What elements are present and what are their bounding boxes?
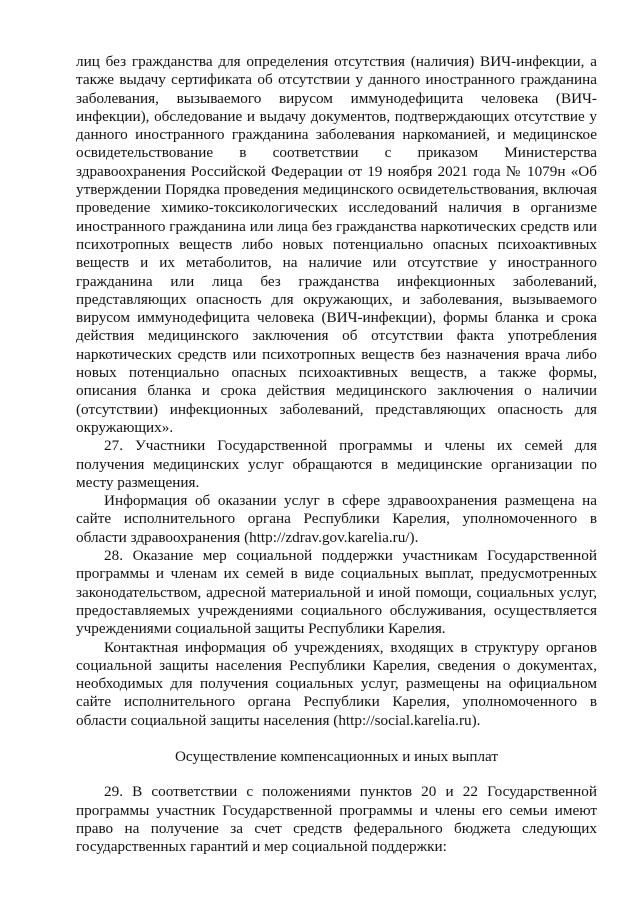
paragraph-28-social-support: 28. Оказание мер социальной поддержки участникам Государственной программы и членам их семей в виде социальных выплат, предусмотренных законодательством, адресной материальной и иной помощи, социальных услуг, предоставляемых учреждениями социального обслуживания, осуществляется учреждениями социальной защиты Республики Карелия. bbox=[76, 547, 597, 638]
paragraph-healthcare-info: Информация об оказании услуг в сфере здравоохранения размещена на сайте исполнительного органа Республики Карелия, уполномоченного в области здравоохранения (http://zdrav.gov.karelia.ru/). bbox=[76, 492, 597, 546]
paragraph-29-compensation: 29. В соответствии с положениями пунктов 20 и 22 Государственной программы участник Государственной программы и члены его семьи имеют право на получение за счет средств федерального бюджета следующих государственных гарантий и мер социальной поддержки: bbox=[76, 783, 597, 856]
document-page bbox=[76, 53, 597, 856]
section-heading: Осуществление компенсационных и иных выплат bbox=[174, 747, 499, 765]
paragraph-social-contacts: Контактная информация об учреждениях, входящих в структуру органов социальной защиты населения Республики Карелия, сведения о документах, необходимых для получения социальных услуг, размещены на официальном сайте исполнительного органа Республики Карелия, уполномоченного в области социальной защиты населения (http://social.karelia.ru). bbox=[76, 638, 597, 729]
paragraph-continuation-medical-exam: лиц без гражданства для определения отсутствия (наличия) ВИЧ-инфекции, а также выдачу сертификата об отсутствии у данного иностранного гражданина заболевания, вызываемого вирусом иммунодефицита человека (ВИЧ-инфекции), обследование и выдачу документов, подтверждающих отсутствие у данного иностранного гражданина заболевания наркоманией, и медицинское освидетельствование в соответствии с приказом Министерства здравоохранения Российской Федерации от 19 ноября 2021 года № 1079н «Об утверждении Порядка проведения медицинского освидетельствования, включая проведение химико-токсикологических исследований наличия в организме иностранного гражданина или лица без гражданства наркотических средств или психотропных веществ либо новых потенциально опасных психоактивных веществ и их метаболитов, на наличие или отсутствие у иностранного гражданина или лица без гражданства инфекционных заболеваний, представляющих опасность для окружающих, и заболевания, вызываемого вирусом иммунодефицита человека (ВИЧ-инфекции), формы бланка и срока действия медицинского заключения об отсутствии факта употребления наркотических средств или психотропных веществ без назначения врача либо новых потенциально опасных психоактивных веществ, а также формы, описания бланка и срока действия медицинского заключения о наличии (отсутствии) инфекционных заболеваний, представляющих опасность для окружающих». bbox=[76, 53, 597, 436]
paragraph-27-medical-services: 27. Участники Государственной программы и члены их семей для получения медицинских услуг обращаются в медицинские организации по месту размещения. bbox=[76, 437, 597, 491]
